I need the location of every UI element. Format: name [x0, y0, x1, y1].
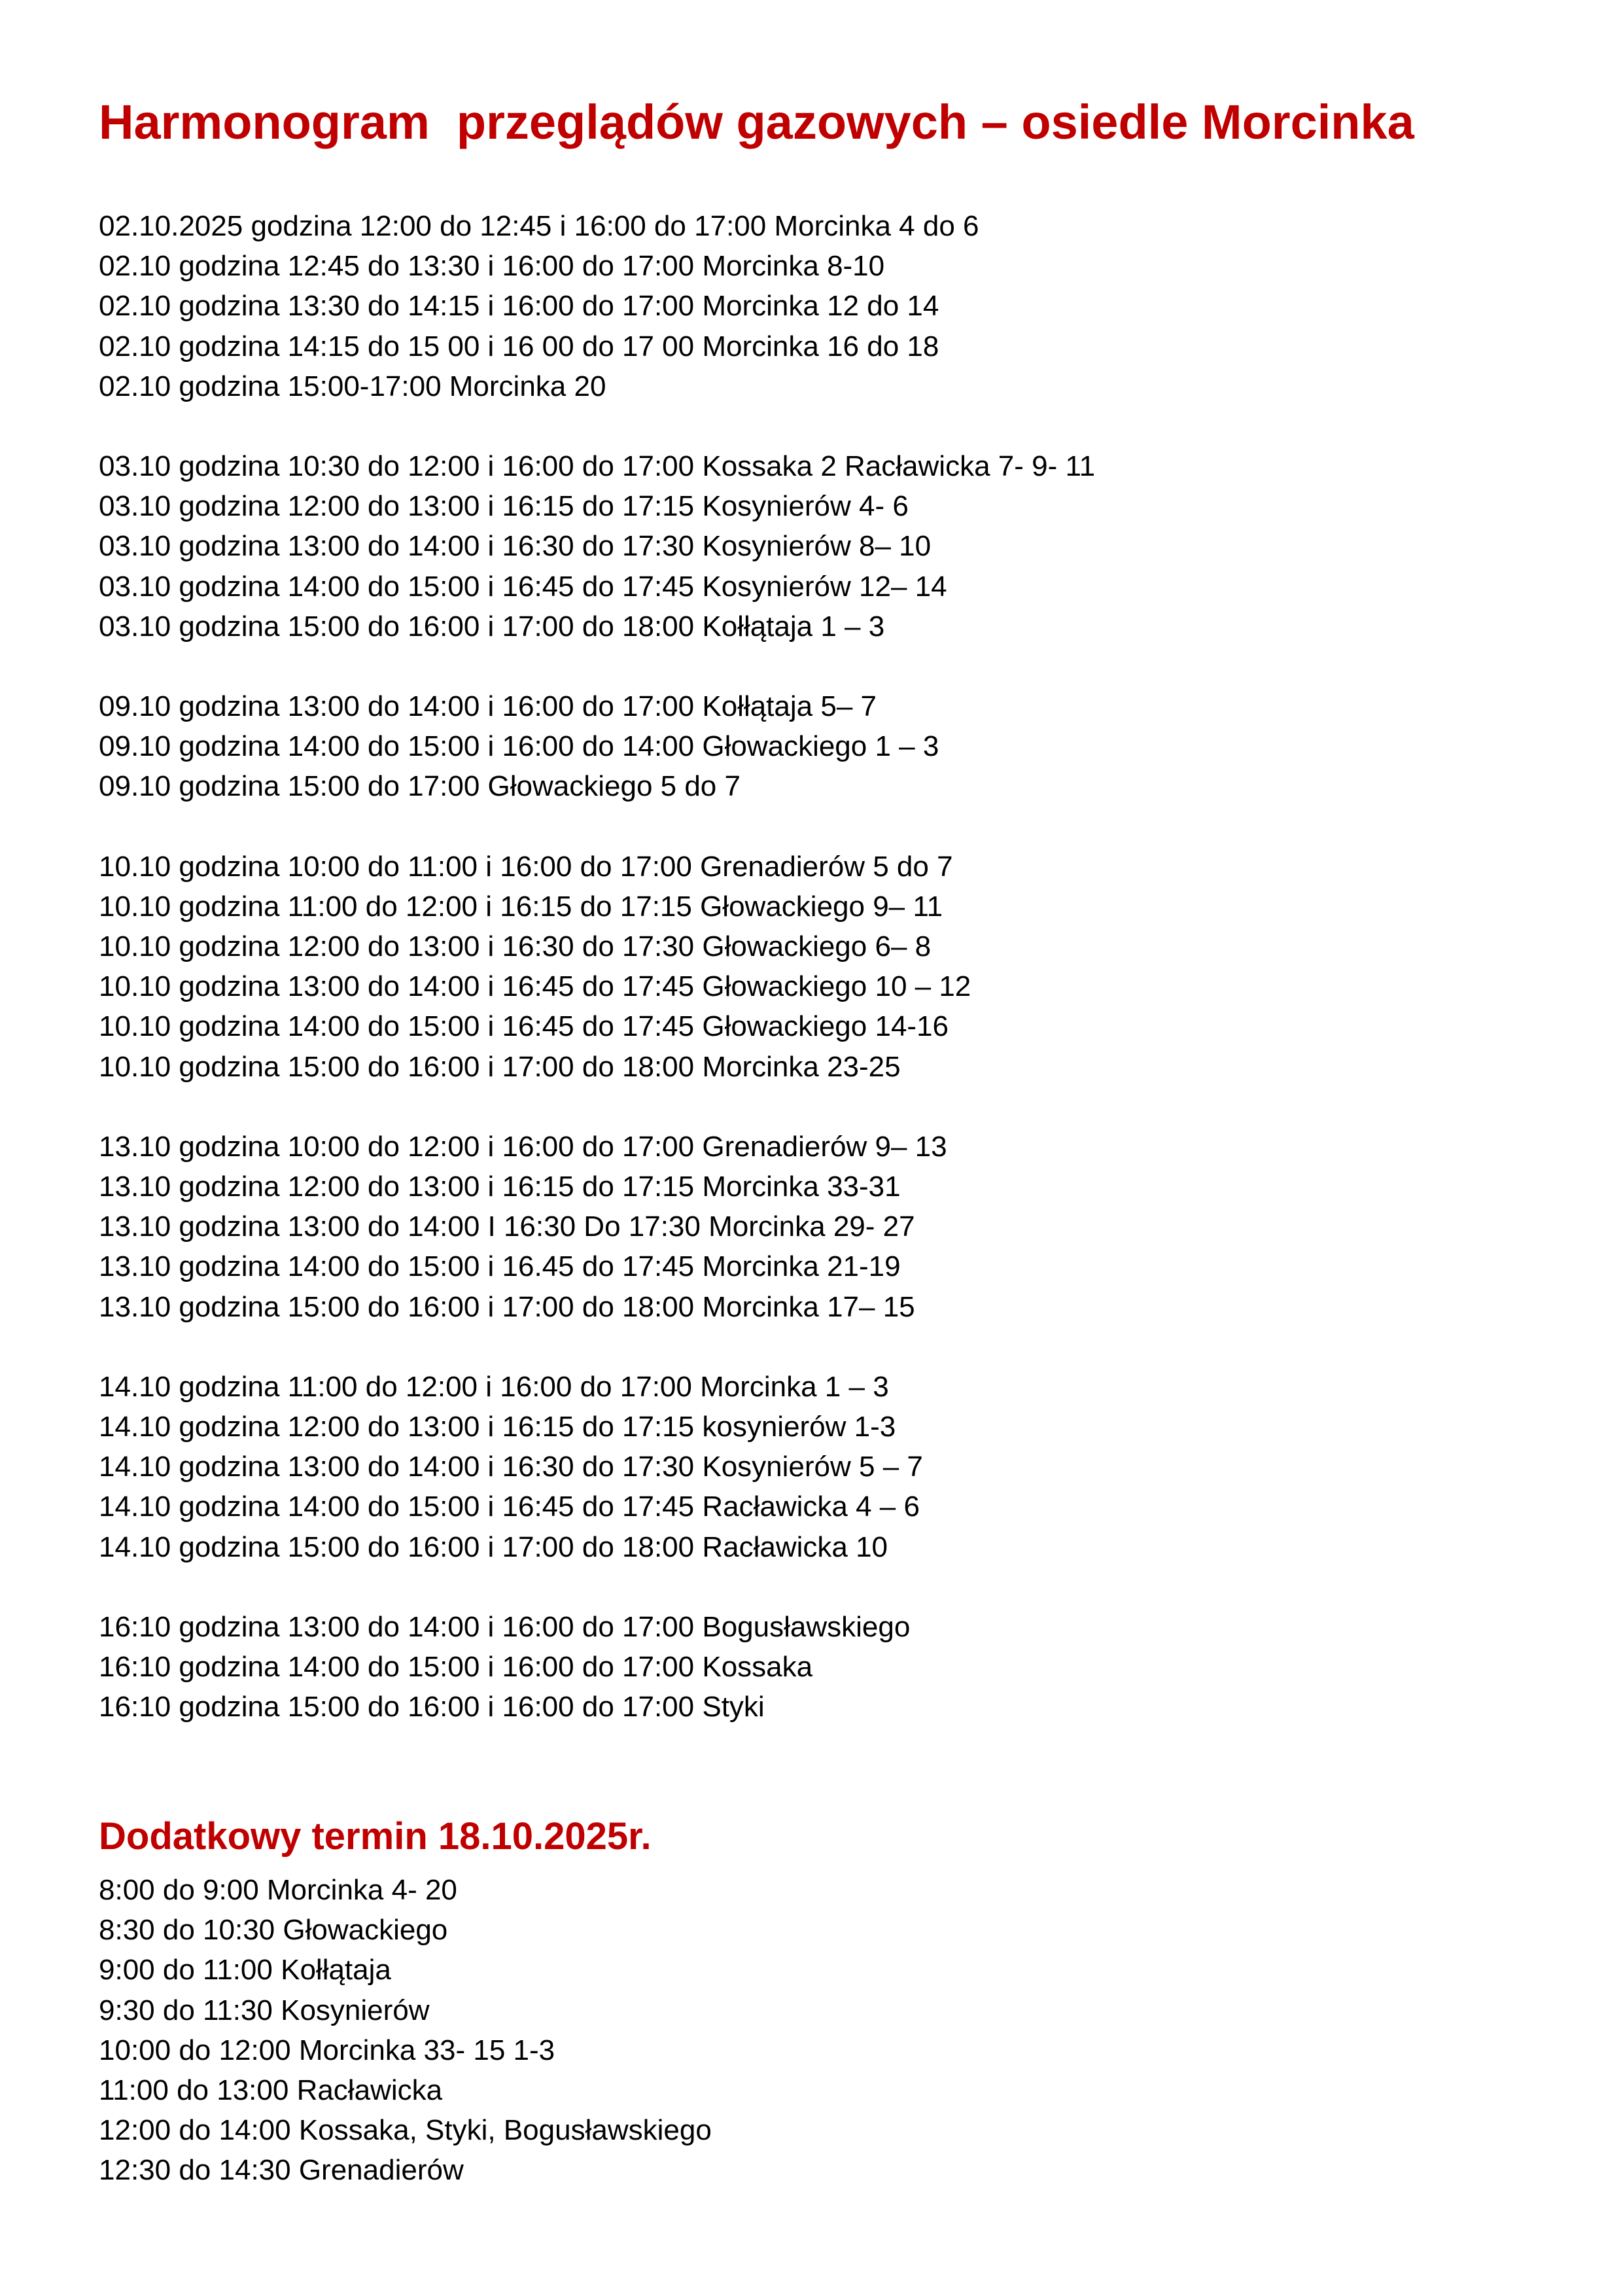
extra-schedule-list: [99, 1870, 712, 2191]
schedule-line: 10.10 godzina 11:00 do 12:00 i 16:15 do 17:15 Głowackiego 9– 11: [99, 890, 943, 923]
schedule-line: 02.10 godzina 14:15 do 15 00 i 16 00 do 17 00 Morcinka 16 do 18: [99, 330, 939, 362]
schedule-line: 02.10.2025 godzina 12:00 do 12:45 i 16:00 do 17:00 Morcinka 4 do 6: [99, 210, 979, 242]
extra-schedule-line: 10:00 do 12:00 Morcinka 33- 15 1-3: [99, 2034, 555, 2066]
schedule-line: 13.10 godzina 13:00 do 14:00 I 16:30 Do 17:30 Morcinka 29- 27: [99, 1210, 915, 1243]
extra-schedule-line: 11:00 do 13:00 Racławicka: [99, 2074, 443, 2107]
schedule-line: 16:10 godzina 14:00 do 15:00 i 16:00 do 17:00 Kossaka: [99, 1651, 813, 1684]
schedule-line: 03.10 godzina 10:30 do 12:00 i 16:00 do 17:00 Kossaka 2 Racławicka 7- 9- 11: [99, 450, 1096, 483]
extra-schedule-line: 12:00 do 14:00 Kossaka, Styki, Bogusławskiego: [99, 2114, 712, 2147]
extra-schedule-line: 8:00 do 9:00 Morcinka 4- 20: [99, 1874, 457, 1906]
schedule-line: 02.10 godzina 15:00-17:00 Morcinka 20: [99, 370, 606, 402]
extra-schedule-line: 9:30 do 11:30 Kosynierów: [99, 1994, 430, 2026]
schedule-line: 13.10 godzina 12:00 do 13:00 i 16:15 do 17:15 Morcinka 33-31: [99, 1171, 901, 1203]
schedule-line: 10.10 godzina 15:00 do 16:00 i 17:00 do 18:00 Morcinka 23-25: [99, 1050, 901, 1083]
schedule-line: 03.10 godzina 15:00 do 16:00 i 17:00 do 18:00 Kołłątaja 1 – 3: [99, 610, 885, 643]
schedule-line: 14.10 godzina 13:00 do 14:00 i 16:30 do 17:30 Kosynierów 5 – 7: [99, 1451, 923, 1483]
schedule-line: 03.10 godzina 14:00 do 15:00 i 16:45 do 17:45 Kosynierów 12– 14: [99, 570, 947, 603]
schedule-line: 09.10 godzina 13:00 do 14:00 i 16:00 do 17:00 Kołłątaja 5– 7: [99, 690, 877, 723]
schedule-line: 16:10 godzina 13:00 do 14:00 i 16:00 do 17:00 Bogusławskiego: [99, 1610, 911, 1643]
schedule-group-02-10: [99, 206, 1095, 406]
extra-schedule-line: 9:00 do 11:00 Kołłątaja: [99, 1954, 391, 1987]
schedule-group-13-10: [99, 1127, 1095, 1327]
schedule-line: 13.10 godzina 10:00 do 12:00 i 16:00 do 17:00 Grenadierów 9– 13: [99, 1130, 947, 1163]
schedule-group-16-10: [99, 1607, 1095, 1727]
page-title: Harmonogram przeglądów gazowych – osiedle Morcinka: [99, 95, 1414, 149]
schedule-line: 16:10 godzina 15:00 do 16:00 i 16:00 do 17:00 Styki: [99, 1691, 765, 1723]
schedule-line: 02.10 godzina 12:45 do 13:30 i 16:00 do 17:00 Morcinka 8-10: [99, 250, 885, 283]
schedule-group-10-10: [99, 847, 1095, 1087]
schedule-group-03-10: [99, 446, 1095, 646]
schedule-line: 09.10 godzina 14:00 do 15:00 i 16:00 do 14:00 Głowackiego 1 – 3: [99, 730, 939, 763]
schedule-line: 10.10 godzina 12:00 do 13:00 i 16:30 do 17:30 Głowackiego 6– 8: [99, 930, 932, 963]
extra-schedule-line: 12:30 do 14:30 Grenadierów: [99, 2154, 464, 2187]
schedule-line: 03.10 godzina 13:00 do 14:00 i 16:30 do 17:30 Kosynierów 8– 10: [99, 530, 932, 563]
schedule-group-09-10: [99, 686, 1095, 807]
extra-date-heading: Dodatkowy termin 18.10.2025r.: [99, 1815, 652, 1858]
schedule-line: 02.10 godzina 13:30 do 14:15 i 16:00 do 17:00 Morcinka 12 do 14: [99, 290, 939, 323]
schedule-line: 10.10 godzina 13:00 do 14:00 i 16:45 do 17:45 Głowackiego 10 – 12: [99, 970, 971, 1003]
schedule-line: 14.10 godzina 12:00 do 13:00 i 16:15 do 17:15 kosynierów 1-3: [99, 1411, 896, 1443]
schedule-line: 14.10 godzina 14:00 do 15:00 i 16:45 do 17:45 Racławicka 4 – 6: [99, 1491, 920, 1523]
schedule-line: 10.10 godzina 10:00 do 11:00 i 16:00 do 17:00 Grenadierów 5 do 7: [99, 850, 953, 883]
schedule-line: 09.10 godzina 15:00 do 17:00 Głowackiego 5 do 7: [99, 770, 741, 803]
schedule-line: 03.10 godzina 12:00 do 13:00 i 16:15 do 17:15 Kosynierów 4- 6: [99, 490, 909, 523]
schedule-line: 10.10 godzina 14:00 do 15:00 i 16:45 do 17:45 Głowackiego 14-16: [99, 1010, 949, 1043]
schedule-line: 13.10 godzina 15:00 do 16:00 i 17:00 do 18:00 Morcinka 17– 15: [99, 1290, 915, 1323]
schedule-line: 13.10 godzina 14:00 do 15:00 i 16.45 do 17:45 Morcinka 21-19: [99, 1250, 901, 1283]
schedule-group-14-10: [99, 1367, 1095, 1567]
schedule-line: 14.10 godzina 11:00 do 12:00 i 16:00 do 17:00 Morcinka 1 – 3: [99, 1370, 889, 1403]
extra-schedule-line: 8:30 do 10:30 Głowackiego: [99, 1914, 448, 1947]
schedule-list: [99, 206, 1095, 1767]
schedule-line: 14.10 godzina 15:00 do 16:00 i 17:00 do 18:00 Racławicka 10: [99, 1530, 888, 1563]
